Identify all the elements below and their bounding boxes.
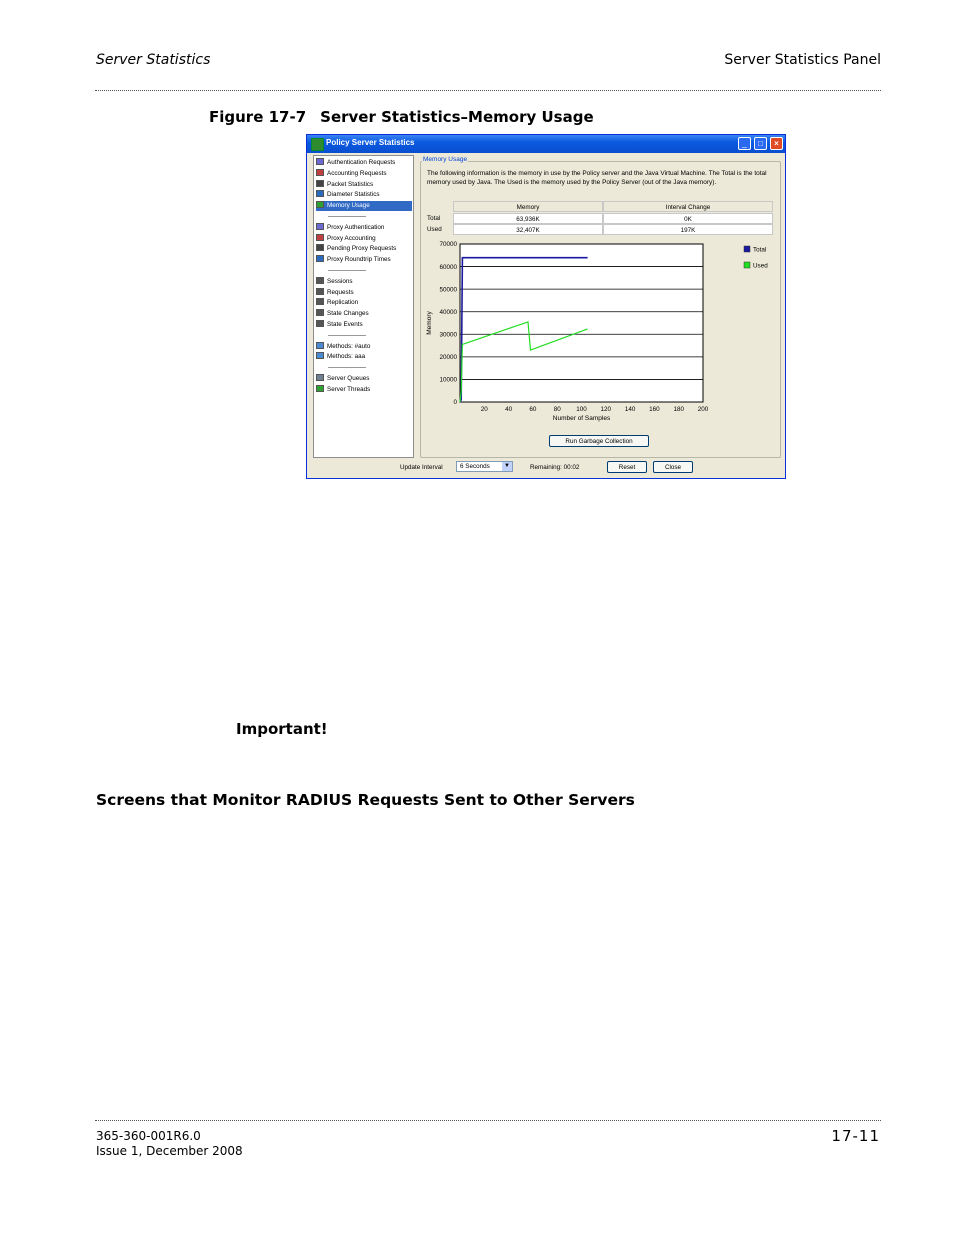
x-tick-label: 60 xyxy=(529,406,537,413)
nav-item-label: Methods: #auto xyxy=(327,342,371,350)
memory-usage-group-label: Memory Usage xyxy=(423,156,468,163)
thread-icon xyxy=(316,385,324,392)
remaining-time: Remaining: 00:02 xyxy=(530,464,580,471)
footer-divider xyxy=(95,1120,881,1121)
legend-swatch-used xyxy=(744,262,750,268)
nav-separator xyxy=(328,367,366,368)
nav-item-label: Authentication Requests xyxy=(327,159,396,166)
nav-item-state-events[interactable] xyxy=(316,320,412,330)
x-tick-label: 120 xyxy=(600,406,612,413)
used-interval-change: 197K xyxy=(603,224,773,235)
roundtrip-icon xyxy=(316,255,324,262)
y-tick-label: 60000 xyxy=(439,263,457,271)
column-header-interval-change: Interval Change xyxy=(603,201,773,212)
used-memory-value: 32,407K xyxy=(453,224,603,235)
nav-item-methods-auto[interactable] xyxy=(316,342,412,352)
maximize-button[interactable]: □ xyxy=(754,137,767,150)
nav-item-label: Replication xyxy=(327,299,359,307)
header-divider xyxy=(95,90,881,91)
nav-separator xyxy=(328,216,366,217)
statistics-nav-list xyxy=(313,155,414,458)
row-label: Total xyxy=(427,215,441,222)
x-tick-label: 200 xyxy=(697,406,709,413)
nav-item-proxy-accounting[interactable] xyxy=(316,234,412,244)
x-tick-label: 20 xyxy=(480,406,488,413)
plot-area xyxy=(460,244,703,402)
document-id: 365-360-001R6.0 xyxy=(96,1129,201,1143)
update-interval-select[interactable] xyxy=(456,461,513,472)
y-tick-label: 30000 xyxy=(439,331,457,339)
nav-separator xyxy=(328,335,366,336)
grid-icon xyxy=(316,298,324,305)
nav-item-sessions[interactable] xyxy=(316,277,412,287)
window-bottom-bar xyxy=(307,460,785,476)
method-icon xyxy=(316,342,324,349)
policy-server-statistics-window xyxy=(306,134,786,479)
y-tick-label: 40000 xyxy=(439,308,457,316)
packet-icon xyxy=(316,180,324,187)
y-tick-label: 10000 xyxy=(439,376,457,384)
nav-item-methods-aaa[interactable] xyxy=(316,352,412,362)
y-axis-label: Memory xyxy=(426,311,433,335)
nav-item-server-threads[interactable] xyxy=(316,385,412,395)
nav-item-proxy-roundtrip-times[interactable] xyxy=(316,255,412,265)
x-tick-label: 80 xyxy=(553,406,561,413)
nav-item-label: Methods: aaa xyxy=(327,353,366,361)
important-label: Important! xyxy=(236,720,328,738)
memory-icon xyxy=(316,201,324,208)
figure-title: Server Statistics–Memory Usage xyxy=(320,108,594,126)
y-tick-label: 70000 xyxy=(439,241,457,249)
nav-item-state-changes[interactable] xyxy=(316,309,412,319)
request-icon xyxy=(316,158,324,165)
nav-item-accounting-requests[interactable] xyxy=(316,169,412,179)
page-number: 17-11 xyxy=(831,1127,880,1145)
method-icon xyxy=(316,352,324,359)
minimize-button[interactable]: _ xyxy=(738,137,751,150)
nav-item-diameter-statistics[interactable] xyxy=(316,190,412,200)
window-title: Policy Server Statistics xyxy=(326,138,415,147)
nav-item-label: Requests xyxy=(327,288,354,296)
nav-item-label: Diameter Statistics xyxy=(327,191,380,199)
row-label: Used xyxy=(427,226,442,233)
nav-item-packet-statistics[interactable] xyxy=(316,180,412,190)
running-header-chapter: Server Statistics xyxy=(96,52,211,68)
memory-chart xyxy=(423,241,777,431)
chevron-down-icon[interactable]: ▼ xyxy=(502,462,512,471)
close-window-button[interactable]: × xyxy=(770,137,783,150)
grid-icon xyxy=(316,288,324,295)
y-tick-label: 20000 xyxy=(439,354,457,362)
window-title-bar[interactable] xyxy=(307,135,785,153)
total-memory-value: 63,936K xyxy=(453,213,603,224)
nav-item-label: Proxy Authentication xyxy=(327,223,385,231)
table-header-row xyxy=(424,201,773,212)
update-interval-value: 6 Seconds xyxy=(460,463,490,470)
proxy-icon xyxy=(316,234,324,241)
column-header-memory: Memory xyxy=(453,201,603,212)
nav-item-label: Accounting Requests xyxy=(327,169,387,177)
memory-chart-svg xyxy=(423,241,777,431)
figure-number: Figure 17-7 xyxy=(209,108,307,126)
close-button[interactable]: Close xyxy=(653,461,693,473)
nav-item-label: State Events xyxy=(327,321,363,328)
nav-item-label: State Changes xyxy=(327,310,369,318)
grid-icon xyxy=(316,320,324,327)
reset-button[interactable]: Reset xyxy=(607,461,647,473)
legend-label-used: Used xyxy=(753,262,768,270)
legend-swatch-total xyxy=(744,246,750,252)
pending-icon xyxy=(316,244,324,251)
nav-item-label: Sessions xyxy=(327,277,353,285)
nav-item-requests[interactable] xyxy=(316,288,412,298)
diameter-icon xyxy=(316,190,324,197)
nav-item-server-queues[interactable] xyxy=(316,374,412,384)
table-row xyxy=(424,213,773,224)
x-tick-label: 140 xyxy=(624,406,636,413)
nav-item-replication[interactable] xyxy=(316,298,412,308)
x-tick-label: 40 xyxy=(505,406,513,413)
legend-label-total: Total xyxy=(753,246,767,254)
grid-icon xyxy=(316,309,324,316)
memory-description: The following information is the memory in use by the Policy server and the Java Virtual Machine. The Total is the total memory used by Java. The Used is the memory used by the Policy Server (out of the Java memory). xyxy=(427,170,767,186)
figure-caption xyxy=(209,108,594,126)
nav-item-label: Proxy Roundtrip Times xyxy=(327,256,391,264)
total-interval-change: 0K xyxy=(603,213,773,224)
x-tick-label: 160 xyxy=(649,406,660,413)
x-axis-label: Number of Samples xyxy=(552,415,611,422)
nav-item-label: Pending Proxy Requests xyxy=(327,245,397,253)
running-header-section: Server Statistics Panel xyxy=(724,52,881,68)
nav-item-proxy-authentication[interactable] xyxy=(316,223,412,233)
y-tick-label: 50000 xyxy=(439,286,457,294)
nav-item-pending-proxy-requests[interactable] xyxy=(316,244,412,254)
section-heading: Screens that Monitor RADIUS Requests Sent to Other Servers xyxy=(96,791,635,809)
nav-item-label: Server Queues xyxy=(327,375,370,382)
nav-item-label: Packet Statistics xyxy=(327,180,374,188)
run-garbage-collection-button[interactable]: Run Garbage Collection xyxy=(549,435,649,447)
app-icon xyxy=(311,138,324,151)
nav-item-authentication-requests[interactable] xyxy=(316,158,412,168)
nav-item-label: Server Threads xyxy=(327,385,371,393)
footer-left xyxy=(96,1129,243,1159)
nav-item-label: Memory Usage xyxy=(327,202,370,210)
update-interval-label: Update Interval xyxy=(400,464,443,471)
issue-date: Issue 1, December 2008 xyxy=(96,1144,243,1158)
y-tick-label: 0 xyxy=(453,399,457,407)
table-row xyxy=(424,224,773,235)
request-icon xyxy=(316,169,324,176)
nav-item-label: Proxy Accounting xyxy=(327,234,376,242)
queue-icon xyxy=(316,374,324,381)
grid-icon xyxy=(316,277,324,284)
x-tick-label: 100 xyxy=(576,406,587,413)
nav-separator xyxy=(328,270,366,271)
x-tick-label: 180 xyxy=(673,406,684,413)
nav-item-memory-usage[interactable] xyxy=(316,201,412,211)
proxy-icon xyxy=(316,223,324,230)
